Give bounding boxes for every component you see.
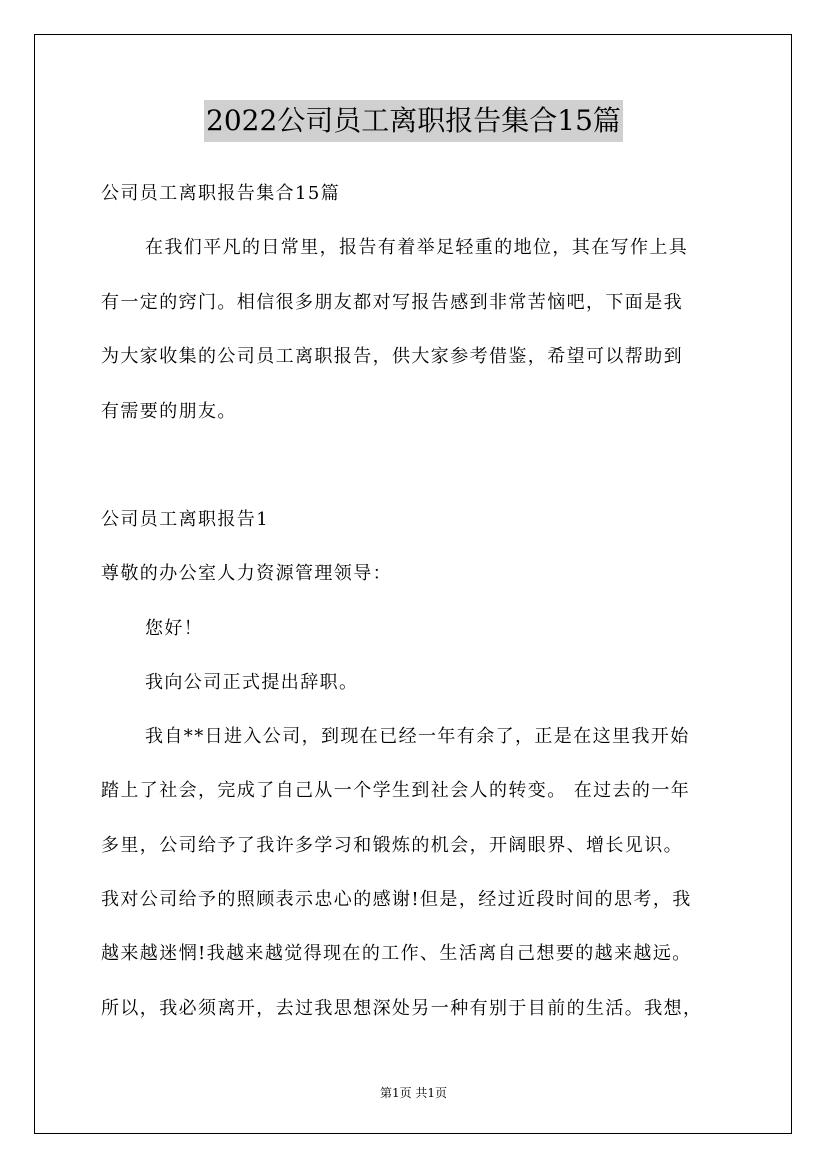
body-line: 所以，我必须离开，去过我思想深处另一种有别于目前的生活。我想， [101,998,703,1019]
body-line: 我自**日进入公司，到现在已经一年有余了，正是在这里我开始 [145,726,690,747]
page-number: 第1页 共1页 [379,1086,448,1100]
body-line: 越来越迷惘!我越来越觉得现在的工作、生活离自己想要的越来越远。 [101,943,692,964]
document-subtitle: 公司员工离职报告集合15篇 [101,183,341,204]
intro-line: 有一定的窍门。相信很多朋友都对写报告感到非常苦恼吧，下面是我 [101,292,683,313]
body-line: 我对公司给予的照顾表示忠心的感谢!但是，经过近段时间的思考，我 [101,889,692,910]
document-title: 2022公司员工离职报告集合15篇 [204,100,623,142]
title-container [0,100,827,142]
intro-line: 为大家收集的公司员工离职报告，供大家参考借鉴，希望可以帮助到 [101,346,683,367]
section-heading: 公司员工离职报告1 [101,509,270,530]
salutation: 尊敬的办公室人力资源管理领导： [101,563,392,584]
body-line: 多里，公司给予了我许多学习和锻炼的机会，开阔眼界、增长见识。 [101,835,683,856]
statement: 我向公司正式提出辞职。 [145,672,359,693]
intro-line: 有需要的朋友。 [101,401,237,422]
greeting: 您好！ [145,618,204,639]
intro-line: 在我们平凡的日常里，报告有着举足轻重的地位，其在写作上具 [145,237,689,258]
body-line: 踏上了社会，完成了自己从一个学生到社会人的转变。 在过去的一年 [101,780,691,801]
